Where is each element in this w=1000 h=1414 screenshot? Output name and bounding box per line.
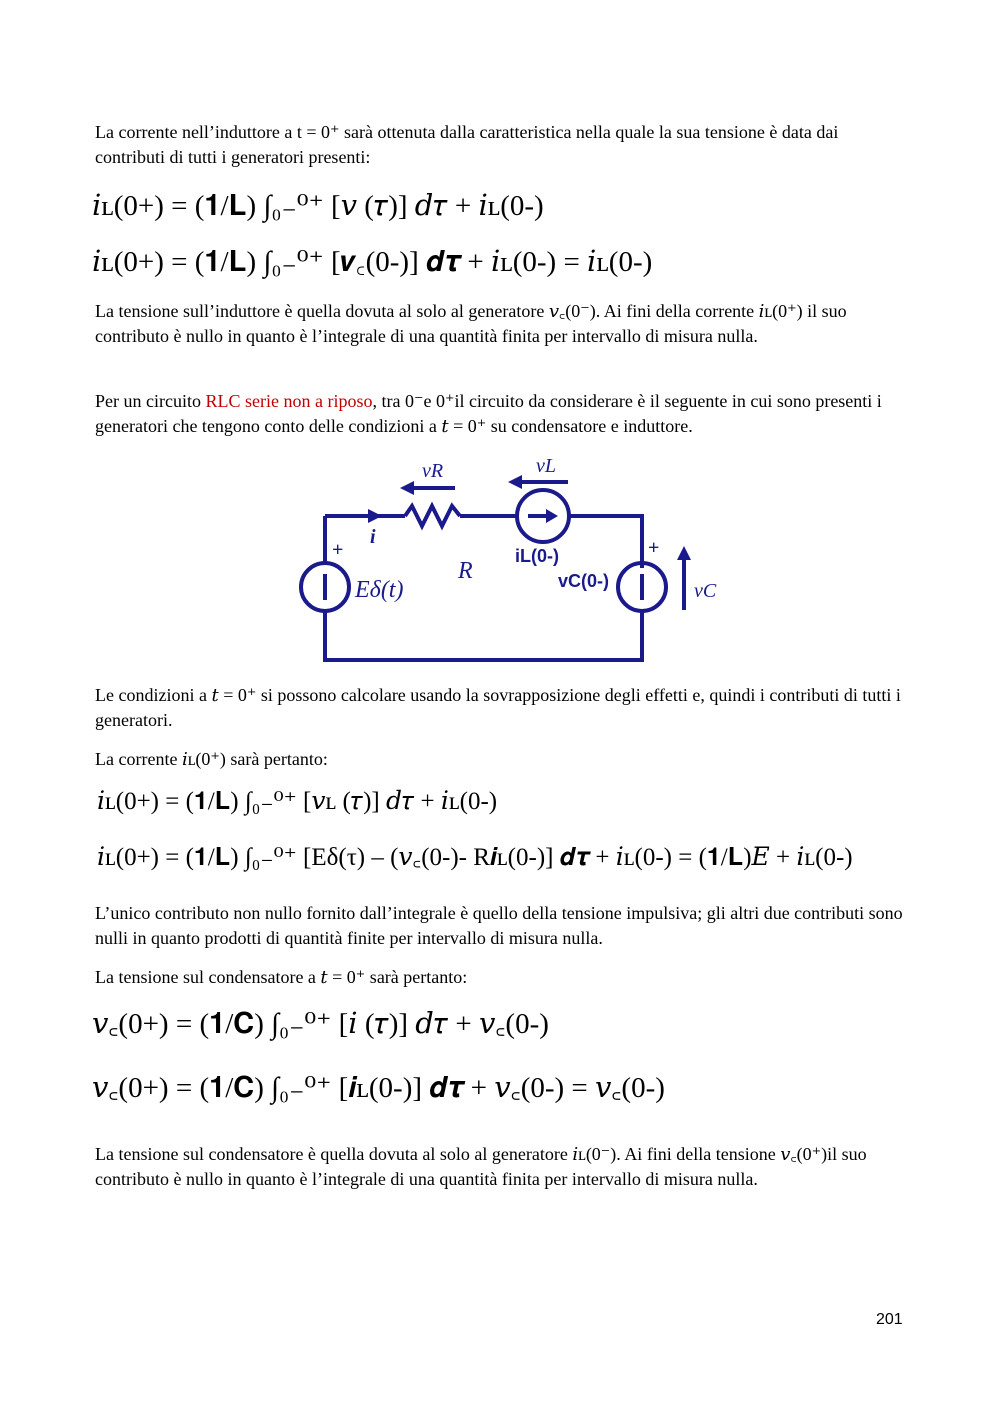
label-il0: iL(0-) — [515, 546, 559, 566]
paragraph-2: La tensione sull’induttore è quella dovuta al solo al generatore 𝑣꜀(0⁻). Ai fini della corrente 𝑖ʟ(0⁺) il suo contributo è nullo in quanto è l’integrale di una quantità finita per intervallo di misura nulla. — [95, 301, 847, 346]
paragraph-1: La corrente nell’induttore a t = 0⁺ sarà ottenuta dalla caratteristica nella quale la sua tensione è data dai contributi di tutti i generatori presenti: — [95, 122, 839, 167]
label-i: i — [370, 526, 376, 548]
paragraph-3-start: Per un circuito — [95, 391, 206, 411]
wire-bottom — [325, 612, 642, 660]
equation-5: 𝑣꜀(0+) = (𝟏/𝐂) ∫₀₋⁰⁺ [𝑖 (𝜏)] 𝑑𝜏 + 𝑣꜀(0-) — [92, 1008, 549, 1040]
i-arrow-head — [368, 509, 382, 523]
wire-top-right — [570, 516, 642, 568]
vl-arrow-head — [508, 475, 522, 489]
page-number: 201 — [876, 1311, 903, 1328]
rlc-circuit-diagram — [290, 450, 720, 670]
il-arrow-head — [546, 509, 558, 523]
paragraph-5: La corrente 𝑖ʟ(0⁺) sarà pertanto: — [95, 749, 328, 769]
label-e-delta: Eδ(t) — [355, 577, 404, 603]
resistor-r — [405, 506, 460, 526]
paragraph-7: La tensione sul condensatore a 𝑡 = 0⁺ sarà pertanto: — [95, 967, 468, 987]
label-r: R — [458, 558, 473, 584]
equation-6: 𝑣꜀(0+) = (𝟏/𝐂) ∫₀₋⁰⁺ [𝒊ʟ(0-)] 𝒅𝝉 + 𝑣꜀(0-) = 𝑣꜀(0-) — [92, 1072, 665, 1104]
paragraph-6: L’unico contributo non nullo fornito dall’integrale è quello della tensione impulsiva; gli altri due contributi sono nulli in quanto prodotti di quantità finite per intervallo di misura nulla. — [95, 903, 903, 948]
label-vl: vL — [536, 455, 556, 477]
vr-arrow-head — [400, 481, 414, 495]
highlight-rlc: RLC serie non a riposo — [205, 391, 373, 411]
equation-3: 𝑖ʟ(0+) = (𝟏/𝐋) ∫₀₋⁰⁺ [𝑣ʟ (𝜏)] 𝑑𝜏 + 𝑖ʟ(0-) — [97, 788, 498, 815]
paragraph-3-end: , tra 0⁻e 0⁺il circuito da considerare è il seguente in cui sono presenti i generatori che tengono conto delle condizioni a 𝑡 = 0⁺ su condensatore e induttore. — [95, 391, 882, 436]
label-vc: vC — [694, 580, 717, 602]
paragraph-3 — [95, 389, 907, 439]
plus-right: + — [648, 537, 660, 559]
equation-4: 𝑖ʟ(0+) = (𝟏/𝐋) ∫₀₋⁰⁺ [Eδ(τ) – (𝑣꜀(0-)- R𝒊ʟ(0-)] 𝒅𝝉 + 𝑖ʟ(0-) = (𝟏/𝐋)𝐸 + 𝑖ʟ(0-) — [97, 844, 853, 871]
equation-2: 𝑖ʟ(0+) = (𝟏/𝐋) ∫₀₋⁰⁺ [𝒗꜀(0-)] 𝒅𝝉 + 𝑖ʟ(0-) = 𝑖ʟ(0-) — [92, 246, 653, 278]
plus-left: + — [332, 539, 344, 561]
label-vr: vR — [422, 460, 444, 482]
equation-1: 𝑖ʟ(0+) = (𝟏/𝐋) ∫₀₋⁰⁺ [𝑣 (𝜏)] 𝑑𝜏 + 𝑖ʟ(0-) — [92, 190, 544, 222]
paragraph-8: La tensione sul condensatore è quella dovuta al solo al generatore 𝑖ʟ(0⁻). Ai fini della tensione 𝑣꜀(0⁺)il suo contributo è nullo in quanto è l’integrale di una quantità finita per intervallo di misura nulla. — [95, 1144, 867, 1189]
vc-arrow-head — [677, 546, 691, 560]
paragraph-4: Le condizioni a 𝑡 = 0⁺ si possono calcolare usando la sovrapposizione degli effetti e, quindi i contributi di tutti i generatori. — [95, 685, 901, 730]
label-vc0: vC(0-) — [558, 571, 610, 591]
